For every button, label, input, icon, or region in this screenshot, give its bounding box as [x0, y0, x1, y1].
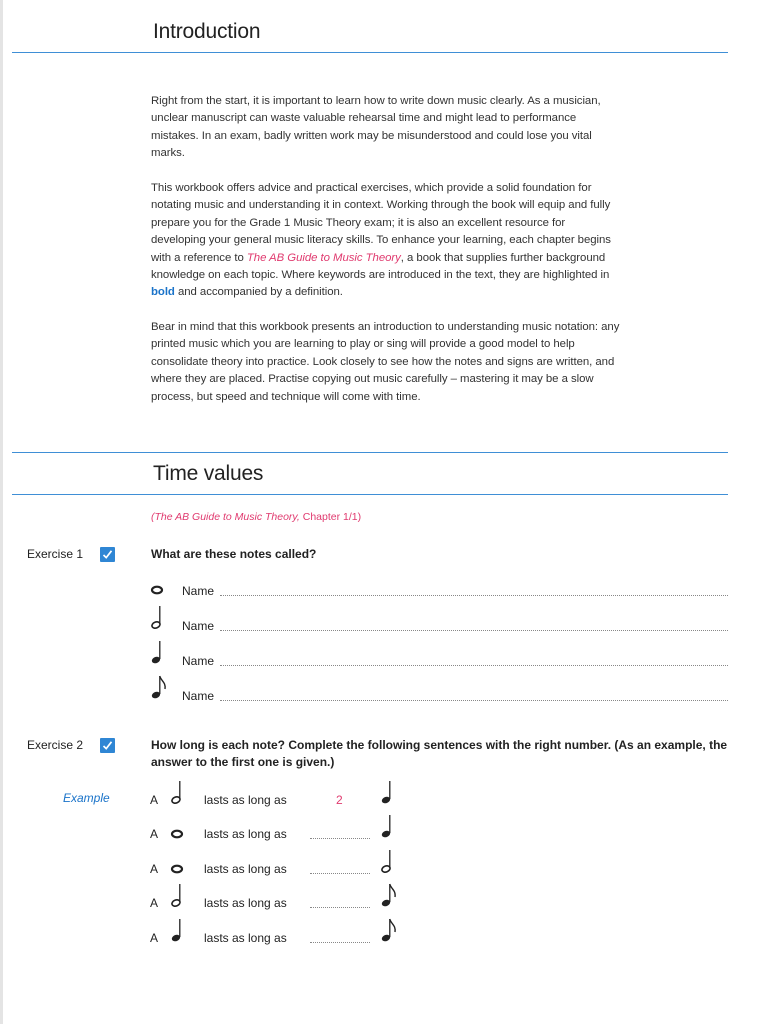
name-label: Name	[182, 689, 215, 703]
exercise-1-row	[150, 681, 730, 705]
whole-note-icon	[150, 573, 164, 600]
example-row	[150, 782, 410, 810]
name-label: Name	[182, 654, 215, 668]
whole-note-icon	[170, 852, 184, 879]
time-values-heading: Time values	[153, 462, 264, 485]
half-note-icon	[170, 779, 184, 810]
lasts-as-long-as-text: lasts as long as	[204, 862, 287, 876]
exercise-2-row	[150, 851, 410, 879]
intro-paragraph-1: Right from the start, it is important to learn how to write down music clearly. As a musician, unclear manuscript can waste valuable rehearsal time and might lead to performance mistakes. In an exam, badly written work may be misunderstood and could lose you vital marks.	[151, 95, 601, 160]
half-note-icon	[380, 848, 394, 879]
whole-note-icon	[170, 817, 184, 844]
number-answer-field[interactable]	[310, 873, 370, 874]
exercise-2-row	[150, 920, 410, 948]
name-answer-field[interactable]	[220, 700, 728, 701]
exercise-1-row	[150, 576, 730, 600]
half-note-icon	[150, 604, 164, 635]
exercise-2-row	[150, 885, 410, 913]
exercise-1-row	[150, 611, 730, 635]
book-reference-link: The AB Guide to Music Theory	[246, 251, 401, 264]
lasts-as-long-as-text: lasts as long as	[204, 896, 287, 910]
time-values-top-rule	[12, 452, 728, 453]
exercise-2-label: Exercise 2	[27, 738, 84, 752]
name-answer-field[interactable]	[220, 630, 728, 631]
half-note-icon	[170, 882, 184, 913]
exercise-1-row	[150, 646, 730, 670]
exercise-2-question: How long is each note? Complete the following sentences with the right number. (As an example, the answer to the first one is given.)	[151, 738, 728, 769]
name-label: Name	[182, 584, 215, 598]
article-label: A	[150, 862, 159, 876]
exercise-1-question: What are these notes called?	[151, 547, 317, 561]
quarter-note-icon	[170, 917, 184, 948]
exercise-1-label: Exercise 1	[27, 547, 84, 561]
eighth-note-icon	[380, 882, 398, 913]
page-edge-shadow	[0, 0, 3, 1024]
time-values-bottom-rule	[12, 494, 728, 495]
quarter-note-icon	[380, 813, 394, 844]
exercise-1-checkbox-icon[interactable]	[100, 547, 115, 562]
article-label: A	[150, 827, 159, 841]
introduction-rule	[12, 52, 728, 53]
number-answer-field[interactable]	[310, 838, 370, 839]
bold-keyword: bold	[151, 286, 175, 299]
article-label: A	[150, 896, 159, 910]
lasts-as-long-as-text: lasts as long as	[204, 931, 287, 945]
intro-paragraph-3: Bear in mind that this workbook presents an introduction to understanding music notation: any printed music which you are learning to play or sing will provide a good model to help consolidate theory into practice. Look closely to see how the notes and signs are written, and where they are placed. Practise copying out music carefully – mastering it may be a slow process, but speed and technique will come with time.	[151, 321, 620, 403]
number-answer-field[interactable]	[310, 907, 370, 908]
name-answer-field[interactable]	[220, 595, 728, 596]
eighth-note-icon	[380, 917, 398, 948]
lasts-as-long-as-text: lasts as long as	[204, 793, 287, 807]
eighth-note-icon	[150, 674, 168, 705]
exercise-2-checkbox-icon[interactable]	[100, 738, 115, 753]
article-label: A	[150, 793, 159, 807]
chapter-reference: (The AB Guide to Music Theory, Chapter 1/1)	[151, 511, 362, 523]
quarter-note-icon	[380, 779, 394, 810]
introduction-heading: Introduction	[153, 20, 261, 43]
name-answer-field[interactable]	[220, 665, 728, 666]
intro-paragraph-2: This workbook offers advice and practical exercises, which provide a solid foundation for notating music and understanding it in context. Working through the book will equip and fully prepare you for the Grade 1 Music Theory exam; it is also an excellent resource for developing your general music literacy skills. To enhance your learning, each chapter begins with a reference to The AB Guide to Music Theory, a book that supplies further background knowledge on each topic. Where keywords are introduced in the text, they are highlighted in bold and accompanied by a definition.	[151, 182, 611, 299]
article-label: A	[150, 931, 159, 945]
example-label: Example	[63, 791, 110, 805]
exercise-2-row	[150, 816, 410, 844]
name-label: Name	[182, 619, 215, 633]
example-answer: 2	[336, 793, 343, 807]
quarter-note-icon	[150, 639, 164, 670]
number-answer-field[interactable]	[310, 942, 370, 943]
lasts-as-long-as-text: lasts as long as	[204, 827, 287, 841]
